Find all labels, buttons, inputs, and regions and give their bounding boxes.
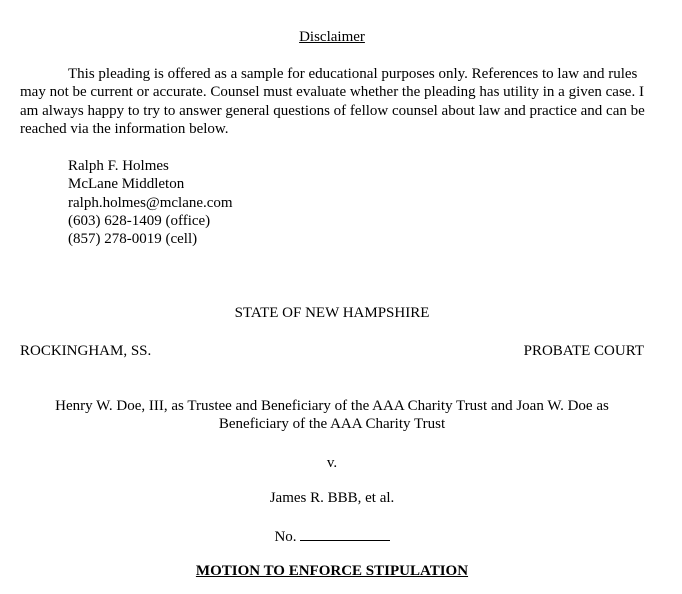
disclaimer-title: Disclaimer (299, 29, 365, 45)
versus-label: v. (326, 455, 338, 471)
county-label: ROCKINGHAM, SS. (20, 343, 152, 359)
contact-cell-phone: (857) 278-0019 (cell) (68, 231, 198, 248)
contact-email: ralph.holmes@mclane.com (68, 194, 233, 211)
disclaimer-paragraph (20, 65, 650, 138)
contact-firm: McLane Middleton (68, 176, 185, 193)
docket-number (0, 526, 664, 546)
parties-caption: Henry W. Doe, III, as Trustee and Beneficiary of the AAA Charity Trust and Joan W. Doe as Beneficiary of the AAA Charity Trust (55, 398, 609, 433)
contact-block (68, 157, 468, 248)
contact-office-phone: (603) 628-1409 (office) (68, 212, 211, 229)
contact-name: Ralph F. Holmes (68, 158, 169, 174)
court-label: PROBATE COURT (523, 343, 644, 359)
defendant-caption: James R. BBB, et al. (269, 490, 395, 506)
disclaimer-text: This pleading is offered as a sample for educational purposes only. References to law and rules may not be current or accurate. Counsel must evaluate whether the pleading has utility in a given case. I am always happy to try to answer general questions of fellow counsel about law and practice and can be reached via the information below. (20, 66, 645, 137)
state-heading: STATE OF NEW HAMPSHIRE (234, 305, 430, 321)
motion-title: MOTION TO ENFORCE STIPULATION (195, 563, 469, 579)
docket-label: No. (274, 529, 297, 545)
docket-blank-line (300, 526, 390, 541)
